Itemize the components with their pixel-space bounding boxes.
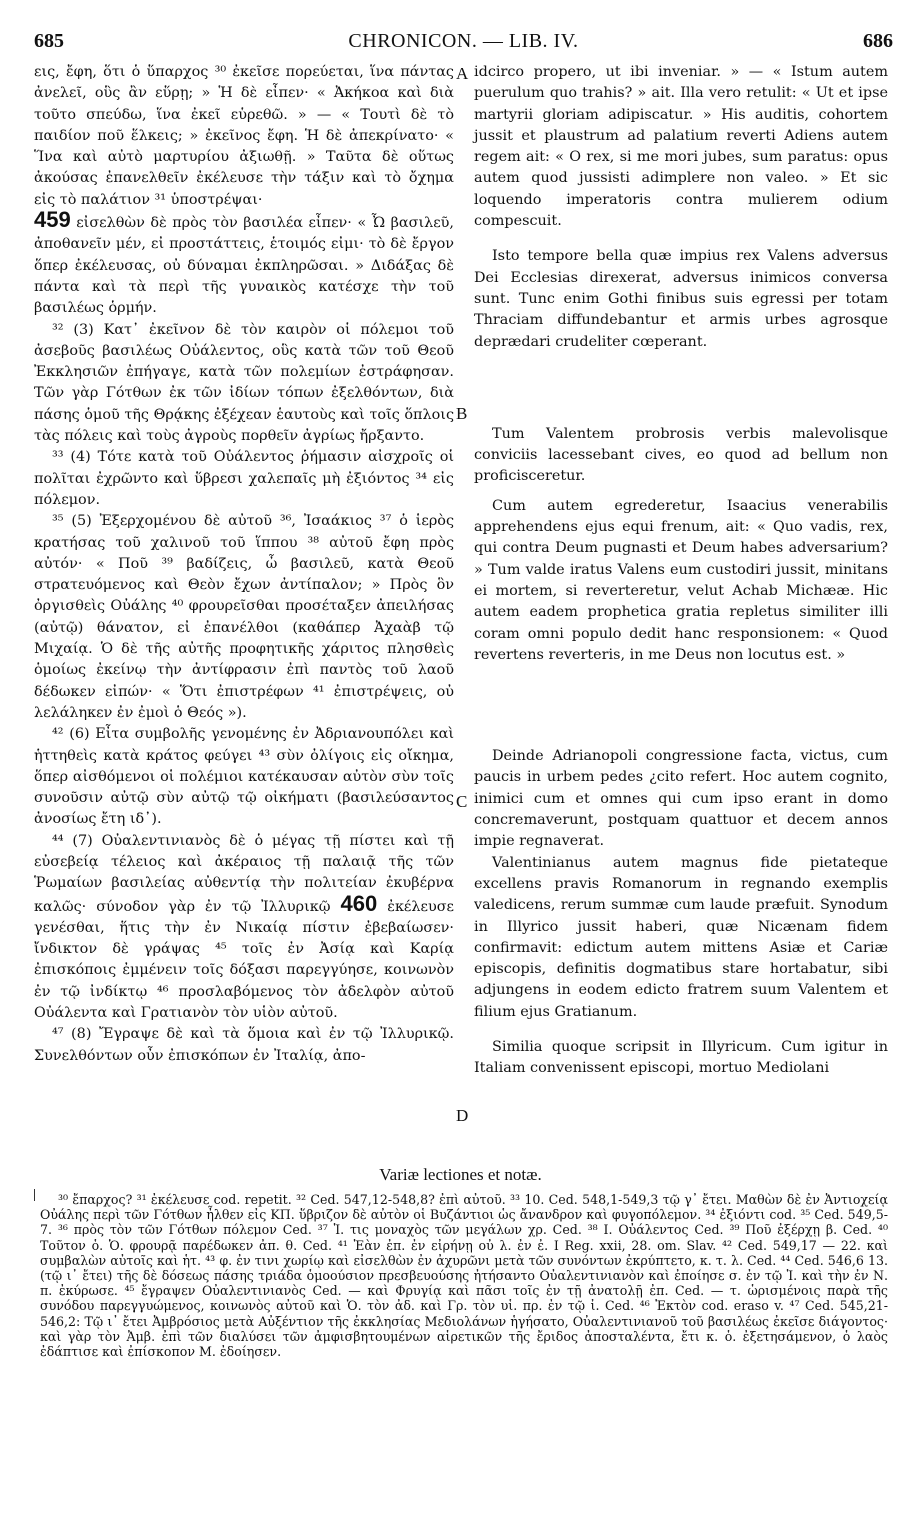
right-page-number: 686 — [863, 30, 893, 52]
greek-paragraph-2: ³² (3) Κατ᾽ ἐκεῖνον δὲ τὸν καιρὸν οἱ πόλεμοι τοῦ ἀσεβοῦς βασιλέως Οὐάλεντος, οὓς κατὰ τῶν τοῦ Θεοῦ Ἐκκλησιῶν ἐπήγαγε, κατὰ τῶν πολεμίων ἐστράφησαν. Τῶν γὰρ Γότθων ἐκ τῶν ἰδίων τόπων ἐξελθόντων, διὰ πάσης ὁμοῦ τῆς Θρᾴκης ἐξέχεαν ἑαυτοὺς καὶ τοῖς ὅπλοις τὰς πόλεις καὶ τοὺς ἀγροὺς πορθεῖν ἀγρίως ἤρξαντο. — [34, 321, 454, 445]
margin-number-459: 459 — [34, 207, 71, 233]
notes-text: ³⁰ ἔπαρχος? ³¹ ἐκέλευσε cod. repetit. ³² Ced. 547,12-548,8? ἐπὶ αὐτοῦ. ³³ 10. Ced. 548,1-549,3 τῷ γ᾽ ἔτει. Μαθὼν δὲ ἐν Ἀντιοχείᾳ Οὐάλης περὶ τῶν Γότθων ἦλθεν εἰς ΚΠ. ὕβριζον δὲ αὐτὸν οἱ Βυζάντιοι ὡς ἄνανδρον καὶ φυγοπόλεμον. ³⁴ ἐξιόντι cod. ³⁵ Ced. 549,5-7. ³⁶ πρὸς τὸν τῶν Γότθων πόλεμον Ced. ³⁷ Ἰ. τις μοναχὸς τῶν μεγάλων χρ. Ced. ³⁸ I. Οὐάλεντος Ced. ³⁹ Ποῦ ἐξέρχῃ β. Ced. ⁴⁰ Τοῦτον ὁ. Ὁ. φρουρᾷ παρέδωκεν ἀπ. θ. Ced. ⁴¹ Ἐὰν ἐπ. ἐν εἰρήνῃ οὐ λ. ἐν ἐ. I Reg. xxii, 28. om. Slav. ⁴² Ced. 549,17 — 22. καὶ συμβαλὼν αὐτοῖς καὶ ἡτ. ⁴³ φ. ἐν τινι χωρίῳ καὶ εἰσελθὼν ἐν ἀχυρῶνι μετὰ τῶν συνόντων ἐκρύπτετο, κ. τ. λ. Ced. ⁴⁴ Ced. 546,6 13. (τῷ ι᾽ ἔτει) τῆς δὲ δόσεως πάσης τριάδα ὁμοούσιον πρεσβευούσης ἠτήσαντο Οὐαλεντινιανὸν καὶ ἐποίησε σ. ἐν τῷ Ἰ. καὶ τὴν ἐν Ν. π. ἐκύρωσε. ⁴⁵ ἔγραψεν Οὐαλεντινιανὸς Ced. — καὶ Φρυγίᾳ καὶ πᾶσι τοῖς ἐν τῇ ἀνατολῇ ἐπ. Ced. — τ. ὡρισμένοις παρὰ τῆς συνόδου παρεγγυώμενος, κοινωνὸς αὐτοῦ καὶ Ὁ. τὸν ἀδ. καὶ Γρ. τὸν υἱ. πρ. ἐν τῷ ἰ. Ced. ⁴⁶ Ἐκτὸν cod. eraso v. ⁴⁷ Ced. 545,21-546,2: Τῷ ι᾽ ἔτει Ἀμβρόσιος μετὰ Αὐξέντιον τῆς ἐκκλησίας Μεδιολάνων ἡγήσατο, Οὐαλεντινιανοῦ τοῦ βασιλέως ἐκεῖσε διάγοντος· καὶ γὰρ τὸν Ἀμβ. ἐπὶ τῶν διαλύσει τῶν ἀμφισβητουμένων αἱρετικῶν τῆς ἔριδος ἀποσταλέντα, ἔτι κ. ὁ. ἐξετησάμενον, ὁ λαὸς ἐδάπτισε καὶ ἐπίσκοπον M. ἐδοίησεν. — [40, 1192, 888, 1360]
greek-paragraph-3: ³³ (4) Τότε κατὰ τοῦ Οὐάλεντος ῥήμασιν αἰσχροῖς οἱ πολῖται ἐχρῶντο καὶ ὕβρεσι χαλεπαῖς μὴ ἐξιόντος ³⁴ εἰς πόλεμον. — [34, 449, 454, 508]
greek-paragraph-5: ⁴² (6) Εἶτα συμβολῆς γενομένης ἐν Ἀδριανουπόλει καὶ ἡττηθεὶς κατὰ κράτος φεύγει ⁴³ σὺν ὀλίγοις εἰς οἴκημα, ὅπερ αἰσθόμενοι οἱ πολέμιοι κατέκαυσαν αὐτὸν σὺν τοῖς συνοῦσιν αὐτῷ σὺν αὐτῷ τῷ οἰκήματι (βασιλεύσαντος ἀνοσίως ἔτη ιδ᾽). — [34, 726, 454, 828]
latin-paragraph-1: idcirco propero, ut ibi inveniar. » — « Istum autem puerulum quo trahis? » ait. Illa vero retulit: « Ut et ipse martyrii gloriam adipiscatur. » His auditis, cohortem jussit et plaustrum ad palatium reverti Adiens autem regem ait: « O rex, si me mori jubes, sum paratus: opus autem quod jussisti adimplere non valeo. » Et sic loquendo imperatoris contra mulierem odium compescuit. — [474, 64, 888, 230]
greek-paragraph-7: ⁴⁷ (8) Ἔγραψε δὲ καὶ τὰ ὅμοια καὶ ἐν τῷ Ἰλλυρικῷ. Συνελθόντων οὖν ἐπισκόπων ἐν Ἰταλίᾳ, ἀπο- — [34, 1026, 454, 1064]
section-marker-c: C — [456, 792, 468, 811]
section-marker-a: A — [456, 64, 469, 83]
latin-paragraph-2: Isto tempore bella quæ impius rex Valens adversus Dei Ecclesias direxerat, adversus inimicos conversa sunt. Tunc enim Gothi finibus suis egressi per totam Thraciam diffundebantur et armis urbes agrosque deprædari crudeliter cœperant. — [474, 248, 888, 350]
greek-column — [34, 62, 454, 1067]
margin-number-460: 460 — [340, 890, 378, 916]
left-page-number: 685 — [34, 30, 64, 52]
section-marker-b: B — [456, 404, 468, 423]
greek-paragraph-6a: ⁴⁴ (7) Οὐαλεντινιανὸς δὲ ὁ μέγας τῇ πίστει καὶ τῇ εὐσεβείᾳ τέλειος καὶ ἀκέραιος τῇ παλαιᾷ τῆς τῶν Ῥωμαίων βασιλείας αὐθεντίᾳ τὴν πολιτείαν ἐκυβέρνα καλῶς· σύνοδον γὰρ ἐν τῷ Ἰλλυρικῷ — [34, 832, 454, 915]
greek-paragraph-4: ³⁵ (5) Ἐξερχομένου δὲ αὐτοῦ ³⁶, Ἰσαάκιος ³⁷ ὁ ἱερὸς κρατήσας τοῦ χαλινοῦ τοῦ ἵππου ³⁸ αὐτοῦ ἔφη πρὸς αὐτόν· « Ποῦ ³⁹ βαδίζεις, ὦ βασιλεῦ, κατὰ Θεοῦ στρατευόμενος καὶ Θεὸν ἔχων ἀντίπαλον; » Πρὸς ὃν ὀργισθεὶς Οὐάλης ⁴⁰ φρουρεῖσθαι προσέταξεν ἀπειλήσας (αὐτῷ) θάνατον, εἰ ἐπανέλθοι (καθάπερ Ἀχαὰβ τῷ Μιχαίᾳ. Ὁ δὲ τῆς αὐτῆς προφητικῆς χάριτος πλησθεὶς ὁμοίως ἐκείνῳ τὴν ἀντίφρασιν ἐπὶ παντὸς τοῦ λαοῦ δέδωκεν εἰπών· « Ὅτι ἐπιστρέφων ⁴¹ ἐπιστρέψεις, οὐ λελάληκεν ἐν ἐμοὶ ὁ Θεός »). — [34, 513, 454, 721]
section-marker-d: D — [456, 1106, 469, 1125]
latin-paragraph-4: Cum autem egrederetur, Isaacius venerabilis apprehendens ejus equi frenum, ait: « Quo vadis, rex, qui contra Deum pugnasti et Deum habes adversarium? » Tum valde iratus Valens eum custodiri jussit, minitans ei mortem, si reverteretur, velut Achab Michææ. Hic autem eadem prophetica gratia repletus similiter illi coram omni populo dedit hanc responsionem: « Quod revertens reverteris, in me Deus non locutus est. » — [474, 497, 888, 663]
notes-title: Variæ lectiones et notæ. — [379, 1165, 542, 1184]
latin-paragraph-7: Similia quoque scripsit in Illyricum. Cum igitur in Italiam convenissent episcopi, mortuo Mediolani — [474, 1038, 888, 1077]
latin-column — [474, 62, 888, 1080]
notes-block — [40, 1192, 888, 1359]
latin-paragraph-3: Tum Valentem probrosis verbis malevolisque conviciis lacessebant cives, eo quod ad bellum non proficisceretur. — [474, 425, 888, 485]
latin-paragraph-5: Deinde Adrianopoli congressione facta, victus, cum paucis in urbem pedes ¿cito refert. Hoc autem cognito, inimici cum et omnes qui cum ipso erant in domo concremaverunt, postquam quattuor et decem annos impie regnaverat. — [474, 748, 888, 850]
greek-paragraph-1a: εις, ἔφη, ὅτι ὁ ὕπαρχος ³⁰ ἐκεῖσε πορεύεται, ἵνα πάντας ἀνελεῖ, οὓς ἂν εὕρῃ; » Ἡ δὲ εἶπεν· « Ἀκήκοα καὶ διὰ τοῦτο σπεύδω, ἵνα ἐκεῖ εὑρεθῶ. » — « Τουτὶ δὲ τὸ παιδίον ποῦ ἕλκεις; » ἐκεῖνος ἔφη. Ἡ δὲ ἀπεκρίνατο· « Ἵνα καὶ αὐτὸ μαρτυρίου ἀξιωθῇ. » Ταῦτα δὲ οὕτως ἀκούσας ἐπανελθεῖν ἐκέλευσε τὴν τάξιν καὶ τὸ ὄχημα εἰς τὸ παλάτιον ³¹ ὑποστρέψαι· — [34, 64, 454, 208]
running-title: CHRONICON. — LIB. IV. — [348, 30, 579, 52]
running-head — [34, 30, 893, 56]
greek-paragraph-1b: εἰσελθὼν δὲ πρὸς τὸν βασιλέα εἶπεν· « Ὦ βασιλεῦ, ἀποθανεῖν μέν, εἰ προστάττεις, ἑτοιμός εἰμι· τὸ δὲ ἔργον ὅπερ ἐκέλευσας, οὐ δύναμαι ἐκπληρῶσαι. » Διδάξας δὲ πάντα καὶ τὰ περὶ τῆς γυναικὸς κατέσχε τὴν τοῦ βασιλέως ὁρμήν. — [34, 215, 455, 317]
latin-paragraph-6: Valentinianus autem magnus fide pietateque excellens pravis Romanorum in regnando exemplis valedicens, rerum summæ cum laude præfuit. Synodum in Illyrico jussit haberi, quæ Nicænam fidem confirmavit: edictum autem mittens Asiæ et Cariæ episcopis, definitis dogmatibus stare hortabatur, sibi adjungens in eodem edicto fratrem suum Valentem et filium ejus Gratianum. — [474, 854, 888, 1020]
greek-paragraph-6b: ἐκέλευσε γενέσθαι, ἥτις τὴν ἐν Νικαίᾳ πίστιν ἐβεβαίωσεν· ἴνδικτον δὲ γράψας ⁴⁵ τοῖς ἐν Ἀσίᾳ καὶ Καρίᾳ ἐπισκόποις ἐμμένειν τοῖς δόξασι παρεγγύησε, κοινωνὸν ἐν τῷ ἰνδίκτῳ ⁴⁶ προσλαβόμενος τὸν ἀδελφὸν αὐτοῦ Οὐάλεντα καὶ Γρατιανὸν τὸν υἱὸν αὐτοῦ. — [34, 898, 454, 1022]
